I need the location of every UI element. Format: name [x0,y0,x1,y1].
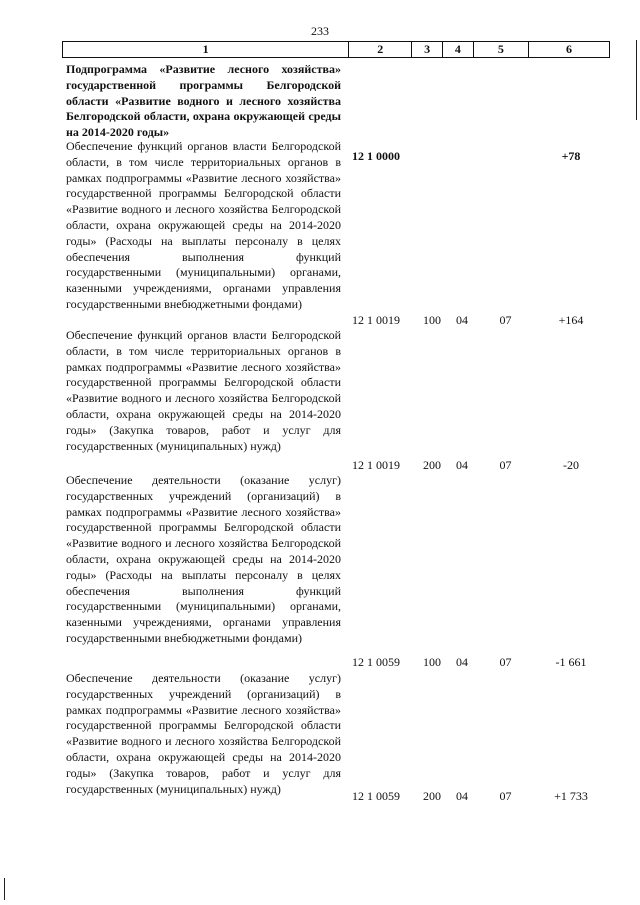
row-description: Обеспечение деятельности (оказание услуг) государственных учреждений (организаций) в рамках подпрограммы «Развитие лесного хозяйства» государственной программы Белгородской области «Развитие водного и лесного хозяйства Белгородской области, охрана окружающей среды на 2014-2020 годы» (Закупка товаров, работ и услуг для государственных (муниципальных) нужд) [66,671,341,796]
row-subsection: 07 [499,313,512,327]
row-code: 12 1 0019 [352,313,400,327]
page-number: 233 [311,24,329,38]
row-amount: -1 661 [555,655,587,669]
scan-edge-line [636,40,637,120]
row-amount: +1 733 [554,789,588,803]
row-code: 12 1 0059 [352,789,400,803]
row-code: 12 1 0000 [352,149,400,163]
column-header-5: 5 [473,42,528,58]
row-amount: +164 [558,313,584,327]
row-description: Обеспечение деятельности (оказание услуг) государственных учреждений (организаций) в рамках подпрограммы «Развитие лесного хозяйства» государственной программы Белгородской области «Развитие водного и лесного хозяйства Белгородской области, охрана окружающей среды на 2014-2020 годы» (Расходы на выплаты персоналу в целях обеспечения выполнения функций государственными (муниципальными) органами, казенными учреждениями, органами управления государственными внебюджетными фондами) [66,473,341,645]
row-subsection: 07 [499,655,512,669]
row-expense-type: 200 [423,458,441,472]
row-expense-type: 200 [423,789,441,803]
row-expense-type: 100 [423,313,441,327]
row-subsection: 07 [499,789,512,803]
row-section: 04 [456,655,468,669]
scan-edge-line [4,878,5,900]
row-description: Обеспечение функций органов власти Белгородской области, в том числе территориальных органов в рамках подпрограммы «Развитие лесного хозяйства» государственной программы Белгородской области «Развитие водного и лесного хозяйства Белгородской области, охрана окружающей среды на 2014-2020 годы» (Закупка товаров, работ и услуг для государственных (муниципальных) нужд) [66,328,341,453]
column-header-row [63,42,610,58]
row-code: 12 1 0019 [352,458,400,472]
column-header-2: 2 [349,42,412,58]
row-code: 12 1 0059 [352,655,400,669]
row-description: Обеспечение функций органов власти Белгородской области, в том числе территориальных органов в рамках подпрограммы «Развитие лесного хозяйства» государственной программы Белгородской области «Развитие водного и лесного хозяйства Белгородской области, охрана окружающей среды на 2014-2020 годы» (Расходы на выплаты персоналу в целях обеспечения выполнения функций государственными (муниципальными) органами, казенными учреждениями, органами управления государственными внебюджетными фондами) [66,139,341,311]
column-header-6: 6 [529,42,610,58]
column-header-1: 1 [63,42,349,58]
row-section: 04 [456,313,468,327]
row-expense-type: 100 [423,655,441,669]
row-section: 04 [456,789,468,803]
row-amount: -20 [563,458,579,472]
row-section: 04 [456,458,468,472]
column-header-3: 3 [412,42,443,58]
row-amount: +78 [561,149,581,163]
column-header-4: 4 [443,42,474,58]
row-subsection: 07 [499,458,512,472]
column-header-table [62,41,610,58]
row-description: Подпрограмма «Развитие лесного хозяйства» государственной программы Белгородской области «Развитие водного и лесного хозяйства Белгородской области, охрана окружающей среды на 2014-2020 годы» [66,62,341,140]
